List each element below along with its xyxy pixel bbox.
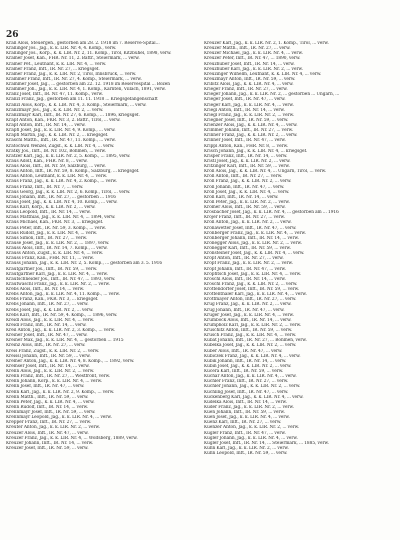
list-entry: Kuchling Josef, Inft., IR. Nr. 47, ... verw. xyxy=(204,389,289,395)
list-entry: Kreuzinger Wilhelm, Leutnant, k. k. LIR. Nr. 4, ... verw. xyxy=(204,71,322,77)
list-entry: Krenn Johann, Korp., k. k. LIR. Nr. 4, ... verw. xyxy=(6,379,103,385)
list-entry: Kronsteiner Josef, Jäg., k. k. LIR. Nr. 4, ... verw. xyxy=(204,251,305,257)
list-entry: Krebs Franz, Kan., FKR. Nr. 3, ... kriegsgef. xyxy=(6,297,99,303)
list-entry: Kraus Rudolf, Jäg., k. k. LIR. Nr. 4, ... verw. xyxy=(6,230,98,236)
list-entry: Krebs Karl, Inft., IR. Nr. 59, 4. Komp., ... 1896, verw. xyxy=(6,312,118,318)
list-entry: Kroschl Franz, Jäg., k. k. LIR. Nr. 2, ... verw. xyxy=(204,281,298,287)
list-entry: Kuenz Karl, Inft., IR. Nr. 27, ... verw. xyxy=(204,420,282,426)
list-entry: Kuen Josef, Jäg., k. k. LIR. Nr. 4, ... verw. xyxy=(204,415,290,421)
list-entry: Kugler Josef, Inft., IR. Nr. 14, ... Steiermark, ... 1885, verw. xyxy=(204,440,329,446)
list-entry: Kriegner Josef, Inft., IR. Nr. 59, ... verw. xyxy=(204,117,289,123)
list-entry: Kraus Anton, Inft., IR. Nr. 59, 8. Komp., Salzburg, ... kriegsgef. xyxy=(6,169,140,175)
list-entry: Kraus Simon, Inft., IR. Nr. 27, ... verw. xyxy=(6,235,88,241)
list-entry: Kropf Anton, Inft., IR. Nr. 27, ... verw. xyxy=(204,256,284,262)
list-entry: Kreuzmayr Anton, Inft., IR. Nr. 59, ... verw. xyxy=(204,76,296,82)
list-entry: Krojer Franz, Inft., IR. Nr. 27, ... verw. xyxy=(204,215,286,221)
list-entry: Kreuzhuber Josef, Inft., IR. Nr. 14, ... verw. xyxy=(204,61,295,67)
list-entry: Krienzer Alois, Jäg., k. k. LIR. Nr. 4, ... verw. xyxy=(204,123,298,128)
list-entry: Krebs Josef, Jäg., k. k. LIR. Nr. 2, ... verw. xyxy=(6,307,94,313)
list-entry: Kroll Anton, Jäg., k. k. LIR. Nr. 2, ... verw. xyxy=(204,220,292,226)
list-entry: Kreiner Josef, Inft., IR. Nr. 47, ... verw. xyxy=(6,333,88,339)
list-entry: Krauss Anton, Zugsf., k. k. LIR. Nr. 4, ... verw. xyxy=(6,251,104,257)
list-entry: Krauss Johann, Jäg., k. k. LIR. Nr. 2, 5. Komp., ... gestorben am 3. 5. 1916 xyxy=(6,261,163,267)
list-entry: Krammer Franz, Inft., IR. Nr. 27, 4. Komp., Steiermark, ... verw. xyxy=(6,76,142,82)
list-entry: Kreuter Anton, Jäg., k. k. LIR. Nr. 2, ... verw. xyxy=(6,425,100,431)
list-entry: Krottendorfer Josef, Inft., IR. Nr. 59, ... verw. xyxy=(204,287,300,292)
list-entry: Kröll Johann, Inft., IR. Nr. 47, ... verw. xyxy=(204,184,285,190)
list-entry: Kugler Johann, Jäg., k. k. LIR. Nr. 4, ... verw. xyxy=(204,435,298,441)
list-entry: Krenn Franz, Inft., IR. Nr. 27, ... Westfront, verw. xyxy=(6,374,111,380)
list-entry: Kroschl Alois, Inft., IR. Nr. 14, ... verw. xyxy=(204,276,286,282)
list-entry: Kraus Franz, Inft., IR. Nr. 7, ... verw. xyxy=(6,184,84,190)
list-entry: Krapf Anton, Inft., IR. Nr. 14, ... verw. xyxy=(6,123,86,128)
list-entry: Kuen Johann, Inft., IR. Nr. 59, ... verw. xyxy=(204,410,285,415)
list-entry: Kuchler Franz, Inft., IR. Nr. 27, ... verw. xyxy=(204,379,289,385)
list-entry: Kranzlmayr Karl, Inft., IR. Nr. 27, 6. Komp., ... 1896, kriegsgef. xyxy=(6,112,140,118)
list-entry: Kreiner Max, Jäg., k. k. LIR. Nr. 4, ... gestorben ... 1915 xyxy=(6,338,124,344)
list-entry: Krieger Karl, Jäg., k. k. LIR. Nr. 4, ... verw. xyxy=(204,102,294,108)
list-entry: Kropf Johann, Inft., IR. Nr. 47, ... verw. xyxy=(204,266,286,272)
list-entry: Krennmayr Josef, Inft., IR. Nr. 59, ... verw. xyxy=(6,410,96,415)
list-entry: Krebs Alois, Inft., IR. Nr. 14, ... verw. xyxy=(6,287,85,292)
list-entry: Krall Alois, Steuergeh., gestorben am 28. 2. 1918 im 7. Reserve-Spital... xyxy=(6,41,160,46)
list-entry: Kropf Franz, Jäg., k. k. LIR. Nr. 2, ... verw. xyxy=(204,261,293,267)
list-entry: Kreuzer Matth., Inft., IR. Nr. 27, ... verw. xyxy=(204,46,291,52)
right-column xyxy=(204,41,391,456)
list-entry: Krottenthaler Karl, Jäg., k. k. LIR. Nr. 4, ... verw. xyxy=(204,292,307,298)
list-entry: Kröll Josef, Jäg., k. k. LIR. Nr. 4, ... verw. xyxy=(204,189,290,195)
list-entry: Kronegger Alois, Jäg., k. k. LIR. Nr. 2, ... verw. xyxy=(204,240,302,246)
list-entry: Kranz Josef, Inft., IR. Nr. 47, 11. Komp., verw. xyxy=(6,92,103,98)
list-entry: Krippl Anton, Kan., FHR. Nr. 8, ... verw. xyxy=(204,143,289,149)
list-entry: Krenn Rudolf, Inft., IR. Nr. 14, ... verw. xyxy=(6,404,89,410)
list-entry: Kronawetter Josef, Inft., IR. Nr. 47, ... verw. xyxy=(204,225,297,231)
list-entry: Kraschl Matth., Inft., IR. Nr. 47, 11. Komp., ... verw. xyxy=(6,138,116,144)
list-entry: Kruschitz Anton, Inft., IR. Nr. 59, ... verw. xyxy=(204,328,293,333)
list-entry: Kreuzer Alois, Inft., IR. Nr. 47, ... verw. xyxy=(6,430,89,436)
list-entry: Krauss Alois, Inft., IR. Nr. 14, 7. Komp., ... verw. xyxy=(6,246,108,251)
list-entry: Kröll Karl, Inft., IR. Nr. 14, ... verw. xyxy=(204,194,279,200)
list-entry: Kranzl Franz, Jäg., gestorben am 11. 11. 1918 ... Kriegsgefangenschaft xyxy=(6,97,158,103)
list-entry: Kreis Franz, Zugsf., k. k. LIR. Nr. 2, ... verw. xyxy=(6,348,100,354)
list-entry: Kreinz Alois, Inft., IR. Nr. 27, ... verw. xyxy=(6,343,86,349)
list-entry: Kramer Pet., Leutnant, k. k. LIR. Nr. 4, ... verw. xyxy=(6,61,107,67)
list-entry: Krallinger Jos., Korp., k. k. LIR. Nr. 2, 11. Komp., Tirol, Kitzbühel, 1898, verw. xyxy=(6,51,172,57)
list-entry: Krennmayr Leopold, Jäg., k. k. LIR. Nr. 4, ... verw. xyxy=(6,415,112,421)
list-entry: Kratky Jos., Inft., IR. Nr. 102, Böhmen, ... verw. xyxy=(6,148,107,154)
list-entry: Kratochwil Wenzel, Zugsf., k. k. LIR. Nr. 4, ... verw. xyxy=(6,143,115,149)
list-entry: Krimmer Johann, Inft., IR. Nr. 27, ... verw. xyxy=(204,128,294,134)
list-entry: Kraus Peter, Inft., IR. Nr. 59, 3. Komp., ... verw. xyxy=(6,225,106,231)
list-entry: Krautschneider Jos., Inft., IR. Nr. 47, ... 1893, verw. xyxy=(6,276,116,282)
list-entry: Krömer Alois, Inft., IR. Nr. 59, ... verw. xyxy=(204,205,286,210)
list-entry: Kreuzer Peter, Inft., IR. Nr. 47, ... 1890, verw. xyxy=(204,56,301,62)
page-number: 26 xyxy=(6,30,19,40)
list-entry: Krinner Josef, Inft., IR. Nr. 47, ... verw. xyxy=(204,138,286,144)
list-entry: Kreuzer Josef, Inft., IR. Nr. 59, ... verw. xyxy=(6,445,89,451)
list-entry: Krenn Josef, Inft., IR. Nr. 47, ... verw. xyxy=(6,384,85,390)
list-entry: Krautgartner Karl, Jäg., k. k. LIR. Nr. 4, ... verw. xyxy=(6,271,109,277)
list-entry: Kropfitsch Josef, Jäg., k. k. LIR. Nr. 4, ... verw. xyxy=(204,271,302,277)
list-entry: Krebs Johann, Inft., IR. Nr. 27, ... verw. xyxy=(6,302,89,308)
list-entry: Kraus Matthias, Jäg., k. k. LIR. Nr. 4, ... 1894, verw. xyxy=(6,215,116,221)
list-entry: Krieger Franz, Inft., IR. Nr. 27, ... verw. xyxy=(204,87,288,93)
list-entry: Krumpholz Karl, Jäg., k. k. LIR. Nr. 2, ... verw. xyxy=(204,322,302,328)
list-entry: Kramer Franz, Jäg., k. k. LIR. Nr. 2, Tirol, Innsbruck, ... verw. xyxy=(6,71,137,77)
list-entry: Kraus Alois, Inft., IR. Nr. 59, Salzburg, ... verw. xyxy=(6,164,106,169)
list-entry: Kubelka Josef, Jäg., k. k. LIR. Nr. 2, ... verw. xyxy=(204,343,297,349)
list-entry: Kranzl Alois, Korp., k. k. LIR. Nr. 4, 3. Komp., Steiermark, ... verw. xyxy=(6,102,147,108)
list-entry: Kratzer Karl, Jäg., k. k. LIR. Nr. 2, 5. Komp., ... 1895, verw. xyxy=(6,153,131,159)
list-entry: Krenn Karl, Jäg., k. k. LIR. Nr. 2, 9. Komp., ... verw. xyxy=(6,389,115,395)
list-entry: Kriegl Franz, Jäg., k. k. LIR. Nr. 2, ... verw. xyxy=(204,112,295,118)
list-entry: Krinner Franz, Jäg., k. k. LIR. Nr. 2, ... verw. xyxy=(204,133,298,139)
list-entry: Krapfl Josef, Jäg., k. k. LIR. Nr. 4, 9. Komp., ... verw. xyxy=(6,128,116,134)
list-entry: Kritzinger Karl, Inft., IR. Nr. 59, ... verw. xyxy=(204,164,290,169)
list-entry: Krammer Joh., Jäg., k. k. LIR. Nr. 4, 1. Komp., Kärnten, Villach, 1891, verw. xyxy=(6,87,166,93)
list-entry: Kugler Franz, Inft., IR. Nr. 47, ... verw. xyxy=(204,430,286,436)
list-entry: Kröll Anton, Inft., IR. Nr. 27, ... verw. xyxy=(204,174,283,180)
list-entry: Krauss Franz, Kan., FHR. Nr. 11, ... verw. xyxy=(6,256,94,262)
list-entry: Kuenzer Anton, Jäg., k. k. LIR. Nr. 2, ... verw. xyxy=(204,425,300,431)
list-entry: Krenn Alois, Jäg., k. k. LIR. Nr. 2, ... verw. xyxy=(6,369,95,374)
list-entry: Kremer Anton, Jäg., k. k. LIR. Nr. 4, 8. Komp., ... 1892, verw. xyxy=(6,358,135,364)
list-entry: Krottmayer Anton, Inft., IR. Nr. 27, ... verw. xyxy=(204,297,297,303)
left-column xyxy=(6,41,193,451)
list-entry: Krenn Matth., Inft., IR. Nr. 59, ... verw. xyxy=(6,394,89,400)
list-entry: Kraus Michael, Kan., FKR. Nr. 3, ... kriegsgef. xyxy=(6,220,104,226)
list-entry: Krisch Johann, Jäg., k. k. LIR. Nr. 4, ... kriegsgef. xyxy=(204,148,308,154)
list-entry: Kuhn Leopold, Inft., IR. Nr. 59, ... verw. xyxy=(204,451,288,456)
list-entry: Kudelka Alois, Inft., IR. Nr. 14, ... verw. xyxy=(204,399,287,405)
list-entry: Kristl Josef, Jäg., k. k. LIR. Nr. 2, ... verw. xyxy=(204,158,291,164)
list-entry: Kubiczek Franz, Jäg., k. k. LIR. Nr. 4, ... verw. xyxy=(204,353,301,359)
list-entry: Kröll Peter, Jäg., k. k. LIR. Nr. 2, ... verw. xyxy=(204,199,290,205)
list-entry: Krusch Franz, Jäg., k. k. LIR. Nr. 4, ... verw. xyxy=(204,333,297,339)
list-entry: Kraus Franz, Jäg., k. k. LIR. Nr. 4, 2. Komp., ... verw. xyxy=(6,179,118,185)
list-entry: Kribitz Alois, Jäg., k. k. LIR. Nr. 4, ... verw. xyxy=(204,82,294,87)
list-entry: Krepper Franz, Inft., IR. Nr. 27, ... verw. xyxy=(6,420,92,426)
list-entry: Kuber Alois, Inft., IR. Nr. 47, ... verw. xyxy=(204,348,283,354)
list-entry: Krug Johann, Inft., IR. Nr. 47, ... verw. xyxy=(204,307,285,313)
list-entry: Kreidl Alois, Jäg., k. k. LIR. Nr. 4, ... verw. xyxy=(6,317,95,323)
list-entry: Kreuzer Karl, Jäg., k. k. LIR. Nr. 2, 1. Komp., Tirol, ... verw. xyxy=(204,41,329,46)
list-entry: Krisper Franz, Inft., IR. Nr. 14, ... verw. xyxy=(204,153,288,159)
list-entry: Krapf Anton, Kan., FKR. Nr. 3, 2. Battr., Tirol, ... verw. xyxy=(6,117,121,123)
list-entry: Krumböck Alois, Inft., IR. Nr. 14, ... verw. xyxy=(204,317,292,323)
list-entry: Kriegl Anton, Inft., IR. Nr. 14, ... verw. xyxy=(204,107,285,113)
list-entry: Kranzlmayr Jos., Jäg., k. k. LIR. Nr. 2, ... verw. xyxy=(6,107,104,113)
list-entry: Krapfl Martin, Jäg., k. k. LIR. Nr. 2, ... kriegsgef. xyxy=(6,133,109,139)
list-entry: Kuchler Johann, Jäg., k. k. LIR. Nr. 2, ... verw. xyxy=(204,384,301,390)
list-entry: Kramer Josef, Kan., FHR. Nr. 11, 2. Battr., Steiermark, ... verw. xyxy=(6,56,140,62)
list-entry: Krallinger Jos., Jäg., k. k. LIR. Nr. 4, 4. Komp., verw. xyxy=(6,46,117,52)
list-entry: Kröll Franz, Jäg., k. k. LIR. Nr. 2, ... verw. xyxy=(204,179,292,185)
list-entry: Kruger Josef, Jäg., k. k. LIR. Nr. 4, ... verw. xyxy=(204,312,295,318)
list-entry: Kronegger Karl, Inft., IR. Nr. 59, ... verw. xyxy=(204,246,292,251)
list-entry: Kreissl Johann, Inft., IR. Nr. 59, ... verw. xyxy=(6,353,91,359)
list-entry: Kraus Adolf, Kan., FHR. Nr. 8, ... verw. xyxy=(6,158,88,164)
list-entry: Krieger Johann, Jäg., k. k. LIR. Nr. 2, ... gestorben ... Ungarn, ... xyxy=(204,92,340,98)
list-entry: Kubat Johann, Inft., IR. Nr. 27, ... Böhmen, verw. xyxy=(204,338,307,344)
list-entry: Kuckenberg Karl, Jäg., k. k. LIR. Nr. 4, ... verw. xyxy=(204,394,304,400)
list-entry: Krautgartner Jos., Inft., IR. Nr. 59, ... verw. xyxy=(6,266,98,272)
list-entry: Kreidl Franz, Inft., IR. Nr. 14, ... verw. xyxy=(6,322,87,328)
list-entry: Kreuzer Michael, Jäg., k. k. LIR. Nr. 4, ... verw. xyxy=(204,51,303,57)
list-entry: Kraus Anton, Leutnant, k. k. LIR. Nr. 4, ... verw. xyxy=(6,174,108,180)
list-entry: Kröll Alois, Jäg., k. k. LIR. Nr. 4, ... Ungarn, Tirol, ... verw. xyxy=(204,169,327,175)
list-entry: Kraus Karl, Korp., k. k. LIR. Nr. 2, ... verw. xyxy=(6,205,96,210)
list-entry: Kraus Johann, Inft., IR. Nr. 27, ... gestorben ... 1916 xyxy=(6,194,117,200)
list-entry: Kreuzhuber Karl, Jäg., k. k. LIR. Nr. 2, ... verw. xyxy=(204,66,303,72)
list-entry: Kuhn Karl, Jäg., k. k. LIR. Nr. 2, ... verw. xyxy=(204,445,289,451)
list-entry: Kraus Josef, Jäg., k. k. LIR. Nr. 4, 10. Komp., ... verw. xyxy=(6,199,118,205)
list-entry: Krug Franz, Jäg., k. k. LIR. Nr. 2, ... verw. xyxy=(204,302,292,308)
list-entry: Kreil Anton, Jäg., k. k. LIR. Nr. 2, 3. Komp., ... verw. xyxy=(6,328,116,333)
list-entry: Kronberger Franz, Jäg., k. k. LIR. Nr. 4, ... verw. xyxy=(204,230,306,236)
list-entry: Kronberger Johann, Inft., IR. Nr. 14, ... verw. xyxy=(204,235,299,241)
list-entry: Kramer Franz, Inft., IR. Nr. 27, ... kriegsgef. xyxy=(6,66,100,72)
list-entry: Krösbacher Josef, Jäg., k. k. LIR. Nr. 4, ... gestorben am ... 1916 xyxy=(204,210,339,216)
list-entry: Kuchar Anton, Jäg., k. k. LIR. Nr. 4, ... verw. xyxy=(204,374,297,380)
list-entry: Krammer Josef, Jäg., ... gestorben am 22. 12. 1918 im Reservespital ... Bozen xyxy=(6,82,171,87)
list-entry: Kucera Karl, Inft., IR. Nr. 59, ... verw. xyxy=(204,369,284,374)
list-entry: Krebs Anton, Jäg., k. k. LIR. Nr. 4, 11. Komp., ... verw. xyxy=(6,292,121,298)
list-entry: Kreuzer Johann, Inft., IR. Nr. 14, ... verw. xyxy=(6,440,94,446)
list-entry: Krautwaschl Franz, Jäg., k. k. LIR. Nr. 2, ... verw. xyxy=(6,281,110,287)
list-entry: Kraus Georg, Jäg., k. k. LIR. Nr. 2, 6. Komp., Tirol, ... verw. xyxy=(6,189,131,195)
list-entry: Kubik Johann, Inft., IR. Nr. 14, ... verw. xyxy=(204,358,287,364)
list-entry: Kraus Leopold, Inft., IR. Nr. 14, ... verw. xyxy=(6,210,91,216)
list-entry: Kremser Josef, Inft., IR. Nr. 14, ... verw. xyxy=(6,363,90,369)
list-entry: Krause Josef, Jäg., k. k. LIR. Nr. 2, ... 1897, verw. xyxy=(6,240,110,246)
list-entry: Kubin Josef, Jäg., k. k. LIR. Nr. 2, ... verw. xyxy=(204,363,292,369)
list-entry: Krieger Josef, Inft., IR. Nr. 47, ... verw. xyxy=(204,97,286,103)
list-entry: Kuder Franz, Jäg., k. k. LIR. Nr. 2, ... verw. xyxy=(204,404,295,410)
list-entry: Kreuzer Franz, Jäg., k. k. LIR. Nr. 4, ... Wolfsberg, 1889, verw. xyxy=(6,435,138,441)
list-entry: Krenn Peter, Jäg., k. k. LIR. Nr. 4, ... verw. xyxy=(6,399,95,405)
